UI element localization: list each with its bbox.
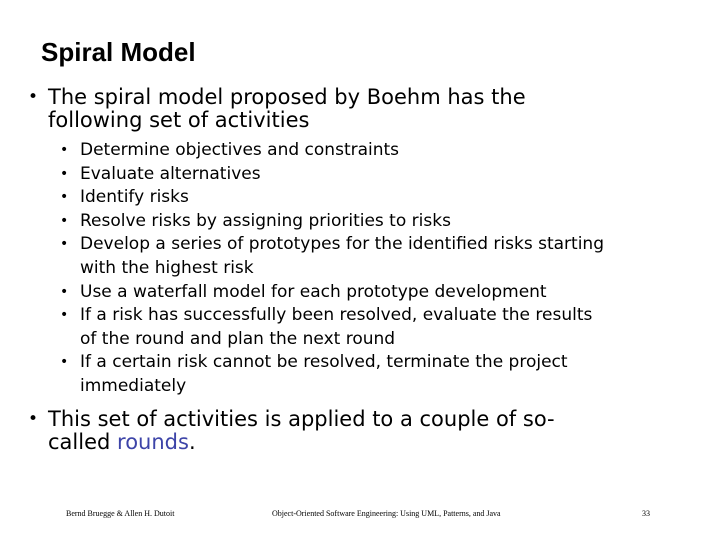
bullet-icon: •: [60, 142, 69, 158]
footer-authors: Bernd Bruegge & Allen H. Dutoit: [66, 509, 175, 518]
list-item: [60, 186, 700, 210]
list-item-text: Identify risks: [80, 187, 189, 208]
list-item-text: If a certain risk cannot be resolved, terminate the project: [80, 352, 568, 373]
footer-book-title: Object-Oriented Software Engineering: Using UML, Patterns, and Java: [272, 509, 501, 518]
list-item-text: of the round and plan the next round: [80, 328, 396, 349]
bullet-icon: •: [60, 307, 69, 324]
list-item: [60, 210, 700, 234]
bullet-icon: •: [60, 236, 69, 253]
list-item-text: immediately: [80, 375, 187, 396]
list-item: [60, 281, 700, 305]
bullet-text-prefix: called: [48, 430, 118, 454]
list-item-text: If a risk has successfully been resolved, evaluate the results: [80, 305, 593, 326]
bullet-text-line: following set of activities: [48, 108, 310, 132]
slide-title: Spiral Model: [41, 37, 196, 67]
list-item-text: with the highest risk: [80, 257, 254, 278]
list-item-text: Determine objectives and constraints: [80, 140, 400, 160]
bullet-icon: •: [28, 87, 39, 107]
list-item-text: Resolve risks by assigning priorities to risks: [80, 210, 451, 231]
bullet-item-rounds: [28, 407, 648, 454]
rounds-term: rounds: [117, 430, 189, 454]
list-item-text: Use a waterfall model for each prototype development: [80, 281, 547, 302]
bullet-icon: •: [60, 165, 69, 182]
bullet-icon: •: [28, 409, 39, 429]
activity-sublist: [60, 139, 700, 399]
bullet-icon: •: [60, 212, 69, 229]
list-item: [60, 163, 700, 187]
bullet-item-spiral-activities: [28, 85, 648, 132]
bullet-text-line: [48, 431, 648, 454]
page-number: 33: [642, 509, 650, 518]
bullet-text-suffix: .: [188, 430, 196, 454]
list-item: [60, 304, 700, 351]
list-item: [60, 139, 700, 163]
bullet-text-line: The spiral model proposed by Boehm has the: [48, 85, 526, 109]
bullet-icon: •: [60, 189, 69, 206]
bullet-icon: •: [60, 283, 69, 300]
bullet-text-line: This set of activities is applied to a couple of so-: [48, 407, 555, 431]
list-item-text: Develop a series of prototypes for the identified risks starting: [80, 234, 604, 255]
list-item-text: Evaluate alternatives: [80, 163, 261, 184]
list-item: [60, 351, 700, 398]
bullet-icon: •: [60, 354, 69, 371]
list-item: [60, 233, 700, 280]
